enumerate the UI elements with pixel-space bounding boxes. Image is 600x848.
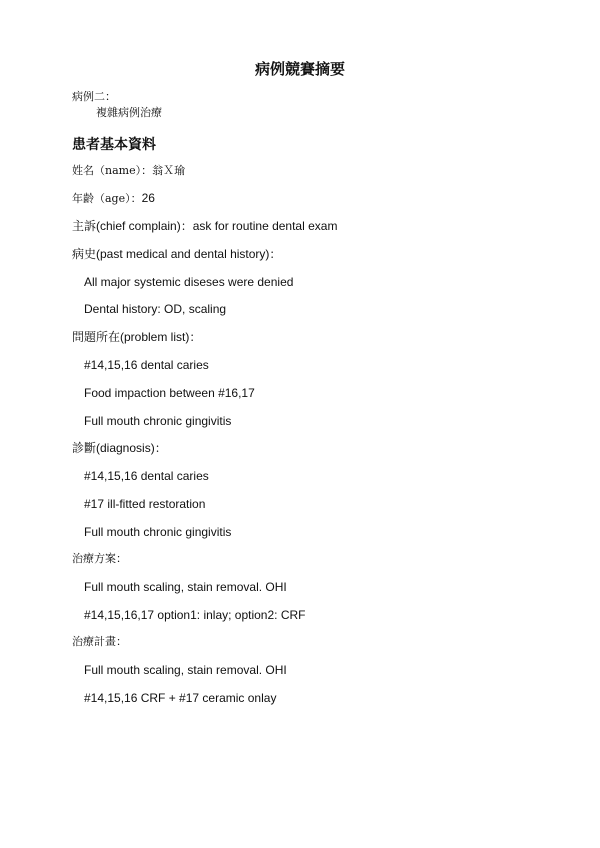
treatment-options-item: Full mouth scaling, stain removal. OHI <box>84 580 287 594</box>
treatment-plan-item: #14,15,16 CRF + #17 ceramic onlay <box>84 691 277 705</box>
treatment-options-label: 治療方案： <box>72 552 127 565</box>
chief-complaint-value: ask for routine dental exam <box>192 219 338 233</box>
chief-complaint-label: 主訴(chief complain)： <box>72 219 193 233</box>
name-label: 姓名（name）： <box>72 164 153 177</box>
diagnosis-item: #17 ill-fitted restoration <box>84 497 206 511</box>
case-label: 病例二： <box>72 90 116 103</box>
problem-list-label: 問題所在(problem list)： <box>72 330 202 344</box>
age-row <box>72 190 155 207</box>
diagnosis-label: 診斷(diagnosis)： <box>72 441 167 455</box>
name-row <box>72 162 185 179</box>
treatment-plan-item: Full mouth scaling, stain removal. OHI <box>84 663 287 677</box>
age-label: 年齡（age）： <box>72 192 142 205</box>
history-item: All major systemic diseses were denied <box>84 275 294 289</box>
name-value: 翁Ｘ瑜 <box>152 164 186 177</box>
document-title: 病例競賽摘要 <box>254 60 345 78</box>
history-item: Dental history: OD, scaling <box>84 302 227 316</box>
problem-list-item: #14,15,16 dental caries <box>84 358 209 372</box>
problem-list-item: Food impaction between #16,17 <box>84 386 255 400</box>
case-subtitle: 複雜病例治療 <box>96 106 162 119</box>
section-title: 患者基本資料 <box>72 137 156 153</box>
treatment-options-item: #14,15,16,17 option1: inlay; option2: CRF <box>84 608 306 622</box>
diagnosis-item: Full mouth chronic gingivitis <box>84 525 232 539</box>
problem-list-item: Full mouth chronic gingivitis <box>84 414 232 428</box>
treatment-plan-label: 治療計畫： <box>72 635 127 648</box>
age-value: 26 <box>141 191 155 205</box>
diagnosis-item: #14,15,16 dental caries <box>84 469 209 483</box>
chief-complaint-row <box>72 218 337 234</box>
history-label: 病史(past medical and dental history)： <box>72 247 282 261</box>
